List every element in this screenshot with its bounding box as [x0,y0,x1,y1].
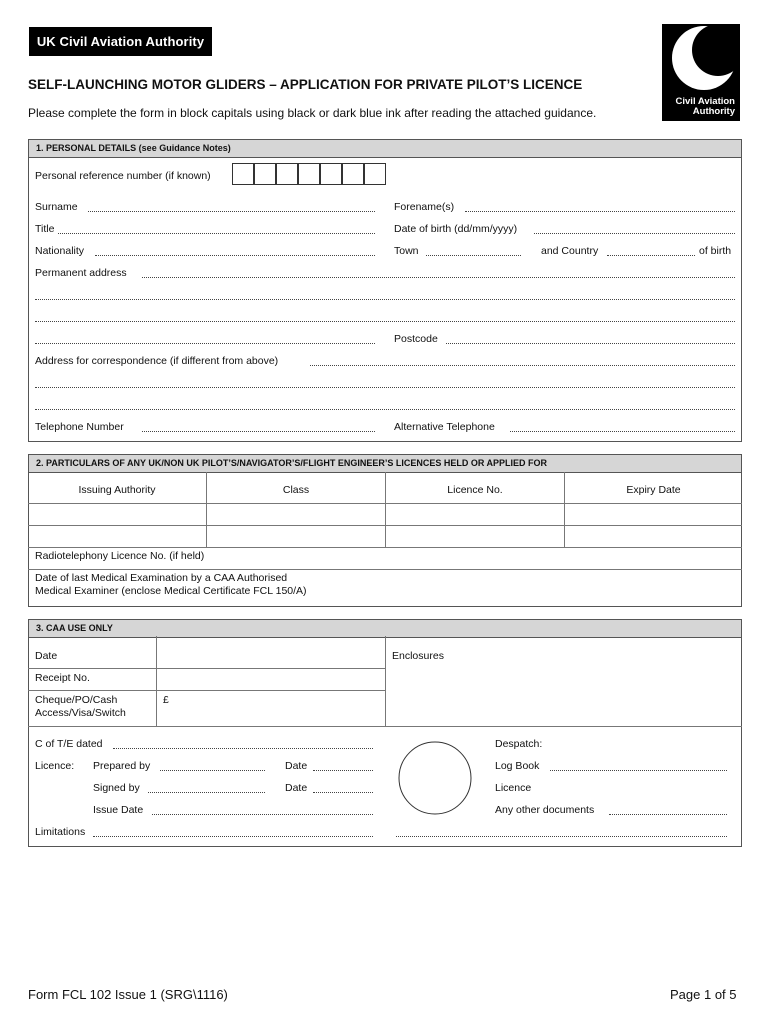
prepared-by-field[interactable] [160,770,265,771]
permanent-address-field-1[interactable] [142,277,735,278]
ref-box[interactable] [320,163,342,185]
table-cell[interactable] [29,526,206,547]
town-field[interactable] [426,255,521,256]
payment-label-line2: Access/Visa/Switch [35,707,126,719]
licence-despatch-label: Licence [495,782,532,794]
signed-date-label: Date [285,782,308,794]
column-issuing-authority: Issuing Authority [78,484,156,496]
of-birth-label: of birth [699,245,732,257]
caa-divider [385,636,386,726]
logo-line1: Civil Aviation [675,96,735,107]
table-rule [28,547,742,548]
limitations-field-1[interactable] [93,836,373,837]
log-book-label: Log Book [495,760,540,772]
stamp-circle [397,740,473,816]
forenames-field[interactable] [465,211,735,212]
form-title: SELF-LAUNCHING MOTOR GLIDERS – APPLICATION FOR PRIVATE PILOT’S LICENCE [28,77,583,92]
brand-label: UK Civil Aviation Authority [29,27,212,56]
prepared-date-field[interactable] [313,770,373,771]
title-field[interactable] [58,233,375,234]
pound-sign: £ [163,694,169,706]
despatch-label: Despatch: [495,738,543,750]
nationality-label: Nationality [35,245,85,257]
limitations-label: Limitations [35,826,86,838]
other-documents-label: Any other documents [495,804,595,816]
ref-number-label: Personal reference number (if known) [35,170,211,182]
enclosures-label: Enclosures [392,650,444,662]
section3-heading: 3. CAA USE ONLY [29,620,741,638]
column-class: Class [282,484,310,496]
permanent-address-field-3[interactable] [35,321,735,322]
medical-label-line1: Date of last Medical Examination by a CAA Authorised [35,572,288,584]
correspondence-address-label: Address for correspondence (if different from above) [35,355,279,367]
telephone-label: Telephone Number [35,421,124,433]
table-cell[interactable] [29,504,206,525]
signed-by-field[interactable] [148,792,265,793]
postcode-label: Postcode [394,333,438,345]
page-number: Page 1 of 5 [670,987,737,1002]
issue-date-field[interactable] [152,814,373,815]
other-documents-field[interactable] [609,814,727,815]
receipt-label: Receipt No. [35,672,90,684]
ref-box[interactable] [342,163,364,185]
form-instructions: Please complete the form in block capitals using black or dark blue ink after reading the attached guidance. [28,106,597,120]
caa-date-label: Date [35,650,58,662]
caa-rule [28,726,742,727]
ref-box[interactable] [276,163,298,185]
postcode-field[interactable] [446,343,735,344]
section1-heading: 1. PERSONAL DETAILS (see Guidance Notes) [29,140,741,158]
correspondence-address-field-1[interactable] [310,365,735,366]
permanent-address-field-2[interactable] [35,299,735,300]
permanent-address-field-4[interactable] [35,343,375,344]
ref-box[interactable] [364,163,386,185]
prepared-by-label: Prepared by [93,760,151,772]
surname-field[interactable] [88,211,375,212]
ref-box[interactable] [254,163,276,185]
ref-box[interactable] [232,163,254,185]
logo-line2: Authority [692,106,735,117]
cte-label: C of T/E dated [35,738,103,750]
nationality-field[interactable] [95,255,375,256]
country-field[interactable] [607,255,695,256]
correspondence-address-field-2[interactable] [35,387,735,388]
table-rule [28,569,742,570]
issue-date-label: Issue Date [93,804,144,816]
caa-logo [662,24,740,121]
signed-by-label: Signed by [93,782,140,794]
licence-label: Licence: [35,760,75,772]
ref-box[interactable] [298,163,320,185]
column-expiry-date: Expiry Date [626,484,681,496]
caa-crescent-icon [662,24,740,94]
town-label: Town [394,245,419,257]
column-licence-no: Licence No. [447,484,503,496]
alt-telephone-field[interactable] [510,431,735,432]
permanent-address-label: Permanent address [35,267,127,279]
dob-label: Date of birth (dd/mm/yyyy) [394,223,518,235]
alt-telephone-label: Alternative Telephone [394,421,495,433]
caa-rule [28,668,386,669]
surname-label: Surname [35,201,78,213]
dob-field[interactable] [534,233,735,234]
caa-rule [28,690,386,691]
medical-label-line2: Medical Examiner (enclose Medical Certificate FCL 150/A) [35,585,307,597]
forenames-label: Forename(s) [394,201,455,213]
country-label: and Country [541,245,599,257]
title-label: Title [35,223,55,235]
payment-label-line1: Cheque/PO/Cash [35,694,118,706]
telephone-field[interactable] [142,431,375,432]
logo-text [676,97,735,117]
limitations-field-2[interactable] [396,836,727,837]
correspondence-address-field-3[interactable] [35,409,735,410]
prepared-date-label: Date [285,760,308,772]
log-book-field[interactable] [550,770,727,771]
radiotelephony-label: Radiotelephony Licence No. (if held) [35,550,205,562]
section2-heading: 2. PARTICULARS OF ANY UK/NON UK PILOT’S/NAVIGATOR’S/FLIGHT ENGINEER’S LICENCES HELD OR APPLIED FOR [29,455,741,473]
form-id: Form FCL 102 Issue 1 (SRG\1116) [28,987,228,1002]
cte-field[interactable] [113,748,373,749]
signed-date-field[interactable] [313,792,373,793]
caa-divider [156,636,157,726]
